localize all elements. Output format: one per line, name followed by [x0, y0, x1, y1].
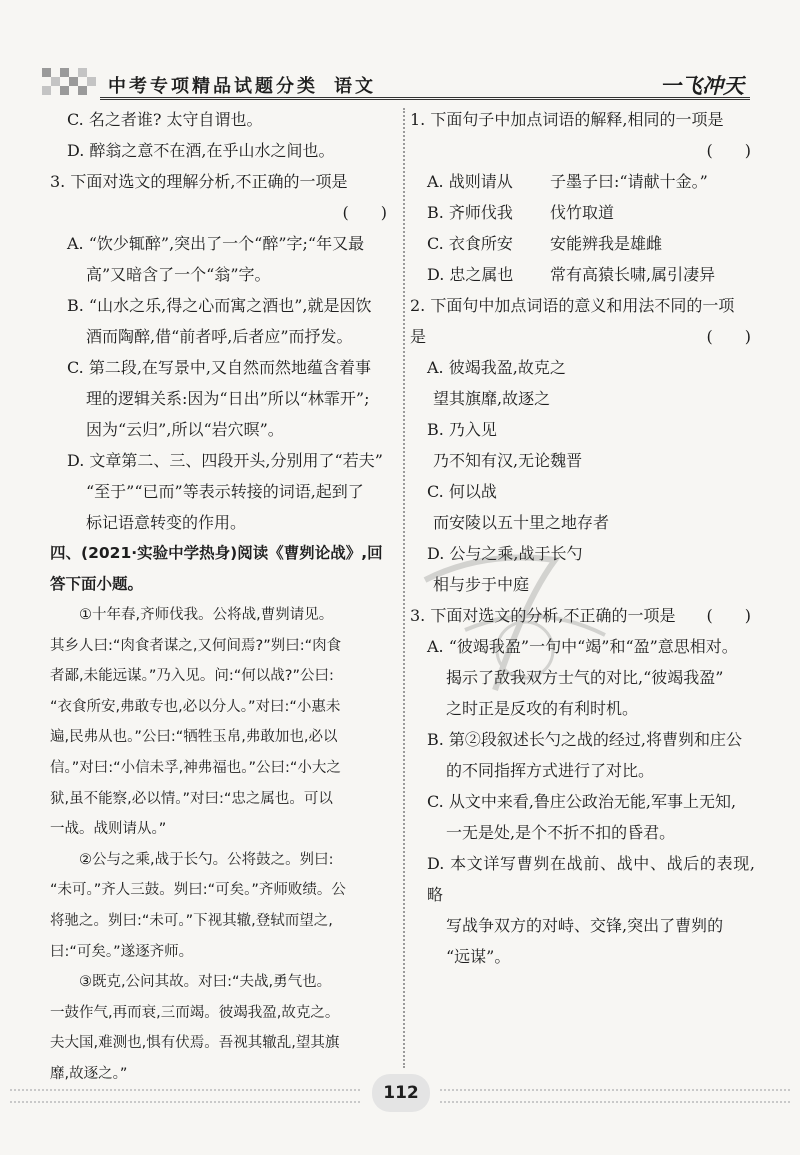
question-stem: 2. 下面句中加点词语的意义和用法不同的一项 — [410, 296, 735, 315]
brand-logo: 一飞冲天 — [660, 74, 744, 98]
question-stem: 3. 下面对选文的分析,不正确的一项是 — [410, 606, 676, 625]
question-stem-tail: 是 — [410, 327, 427, 346]
passage-line: 夫大国,难测也,惧有伏焉。吾视其辙乱,望其旗 — [50, 1035, 340, 1052]
passage-line: “衣食所安,弗敢专也,必以分人。”对曰:“小惠未 — [50, 698, 341, 715]
option-c: C. 名之者谁? 太守自谓也。 — [67, 110, 263, 129]
option-b-cont: 的不同指挥方式进行了对比。 — [446, 761, 655, 780]
book-title: 中考专项精品试题分类 — [108, 76, 318, 97]
passage-line: 其乡人曰:“肉食者谋之,又何间焉?”刿曰:“肉食 — [50, 637, 342, 654]
option-d — [410, 259, 755, 290]
passage-line: 者鄙,未能远谋。”乃入见。问:“何以战?”公曰: — [50, 668, 334, 685]
option-a-cont: 揭示了敌我双方士气的对比,“彼竭我盈” — [446, 668, 724, 687]
passage-line: ②公与之乘,战于长勺。公将鼓之。刿曰: — [79, 851, 334, 868]
option-b-cont: 酒而陶醉,借“前者呼,后者应”而抒发。 — [86, 327, 353, 346]
option-d-cont: “远谋”。 — [446, 947, 511, 966]
question-2 — [410, 290, 755, 600]
option-a-compare: 望其旗靡,故逐之 — [433, 389, 551, 408]
option-b: B. “山水之乐,得之心而寓之酒也”,就是因饮 — [67, 296, 372, 315]
option-b-label: B. 齐师伐我 — [427, 203, 513, 222]
answer-paren: ( ) — [706, 606, 751, 625]
right-column — [410, 104, 755, 972]
question-stem-cont — [410, 321, 755, 352]
option-c: C. 第二段,在写景中,又自然而然地蕴含着事 — [67, 358, 372, 377]
header-rule — [100, 97, 750, 100]
option-b: B. 第②段叙述长勺之战的经过,将曹刿和庄公 — [427, 730, 743, 749]
passage-line: ①十年春,齐师伐我。公将战,曹刿请见。 — [79, 607, 334, 623]
footer-rule-left — [10, 1089, 360, 1103]
question-stem: 1. 下面句子中加点词语的解释,相同的一项是 — [410, 110, 724, 129]
passage-line: 遍,民弗从也。”公曰:“牺牲玉帛,弗敢加也,必以 — [50, 729, 338, 746]
section-heading-cont: 答下面小题。 — [50, 575, 144, 593]
subject-label: 语文 — [334, 76, 376, 97]
passage-line: 靡,故逐之。” — [50, 1065, 128, 1082]
passage-line: 一鼓作气,再而衰,三而竭。彼竭我盈,故克之。 — [50, 1004, 340, 1021]
option-a-cont: 之时正是反攻的有利时机。 — [446, 699, 639, 718]
option-d: D. 本文详写曹刿在战前、战中、战后的表现,略 — [427, 854, 755, 904]
question-3-right — [410, 600, 755, 972]
option-a — [410, 166, 755, 197]
footer-rule-right — [440, 1089, 790, 1103]
passage-line: 信。”对曰:“小信未孚,神弗福也。”公曰:“小大之 — [50, 759, 341, 776]
option-d-cont: 标记语意转变的作用。 — [86, 513, 247, 532]
passage-line: 将驰之。刿曰:“未可。”下视其辙,登轼而望之, — [50, 912, 333, 929]
option-d: D. 醉翁之意不在酒,在乎山水之间也。 — [67, 141, 335, 160]
option-c-cont: 理的逻辑关系:因为“日出”所以“林霏开”; — [86, 389, 370, 408]
option-a: A. “彼竭我盈”一句中“竭”和“盈”意思相对。 — [427, 637, 738, 656]
option-b-compare: 乃不知有汉,无论魏晋 — [433, 451, 583, 470]
answer-paren: ( ) — [706, 141, 751, 160]
passage-line: ③既克,公问其故。对曰:“夫战,勇气也。 — [79, 974, 332, 991]
page-number: 112 — [372, 1074, 430, 1112]
option-c-cont: 一无是处,是个不折不扣的昏君。 — [446, 823, 676, 842]
answer-paren: ( ) — [706, 327, 751, 346]
option-d: D. 公与之乘,战于长勺 — [427, 544, 583, 563]
column-divider — [403, 108, 405, 1068]
option-b — [410, 197, 755, 228]
option-c-compare: 安能辨我是雄雌 — [550, 234, 663, 253]
option-a-cont: 高”又暗含了一个“翁”字。 — [86, 265, 271, 284]
option-c — [410, 228, 755, 259]
header-title — [108, 72, 376, 98]
answer-paren-line — [50, 197, 395, 228]
passage-line: “未可。”齐人三鼓。刿曰:“可矣。”齐师败绩。公 — [50, 882, 346, 899]
section-heading: 四、(2021·实验中学热身)阅读《曹刿论战》,回 — [50, 544, 383, 562]
option-c: C. 何以战 — [427, 482, 497, 501]
question-1 — [410, 104, 755, 290]
question-stem-line — [410, 600, 755, 631]
option-a-compare: 子墨子曰:“请献十金。” — [550, 172, 708, 191]
option-d-label: D. 忠之属也 — [427, 265, 514, 284]
option-b-compare: 伐竹取道 — [550, 203, 615, 222]
question-3-left — [50, 166, 395, 538]
passage-line: 曰:“可矣。”遂逐齐师。 — [50, 943, 194, 960]
option-d-cont: 写战争双方的对峙、交锋,突出了曹刿的 — [446, 916, 724, 935]
option-d-cont: “至于”“已而”等表示转接的词语,起到了 — [86, 482, 364, 501]
option-c-label: C. 衣食所安 — [427, 234, 513, 253]
option-a: A. 彼竭我盈,故克之 — [427, 358, 566, 377]
question-stem: 3. 下面对选文的理解分析,不正确的一项是 — [50, 172, 348, 191]
reading-passage — [50, 600, 395, 1090]
option-d-compare: 常有高猿长啸,属引凄异 — [550, 265, 716, 284]
passage-line: 一战。战则请从。” — [50, 821, 167, 838]
option-d-compare: 相与步于中庭 — [433, 575, 530, 594]
left-column — [50, 104, 395, 1090]
option-a: A. “饮少辄醉”,突出了一个“醉”字;“年又最 — [67, 234, 365, 253]
answer-paren: ( ) — [342, 203, 387, 222]
option-c-compare: 而安陵以五十里之地存者 — [433, 513, 610, 532]
header-logo-blocks — [42, 68, 102, 102]
option-c-cont: 因为“云归”,所以“岩穴暝”。 — [86, 420, 284, 439]
passage-line: 狱,虽不能察,必以情。”对曰:“忠之属也。可以 — [50, 790, 333, 807]
option-b: B. 乃入见 — [427, 420, 497, 439]
page-header — [0, 0, 800, 108]
option-d: D. 文章第二、三、四段开头,分别用了“若夫” — [67, 451, 383, 470]
option-c: C. 从文中来看,鲁庄公政治无能,军事上无知, — [427, 792, 737, 811]
option-a-label: A. 战则请从 — [427, 172, 513, 191]
answer-paren-line — [410, 135, 755, 166]
